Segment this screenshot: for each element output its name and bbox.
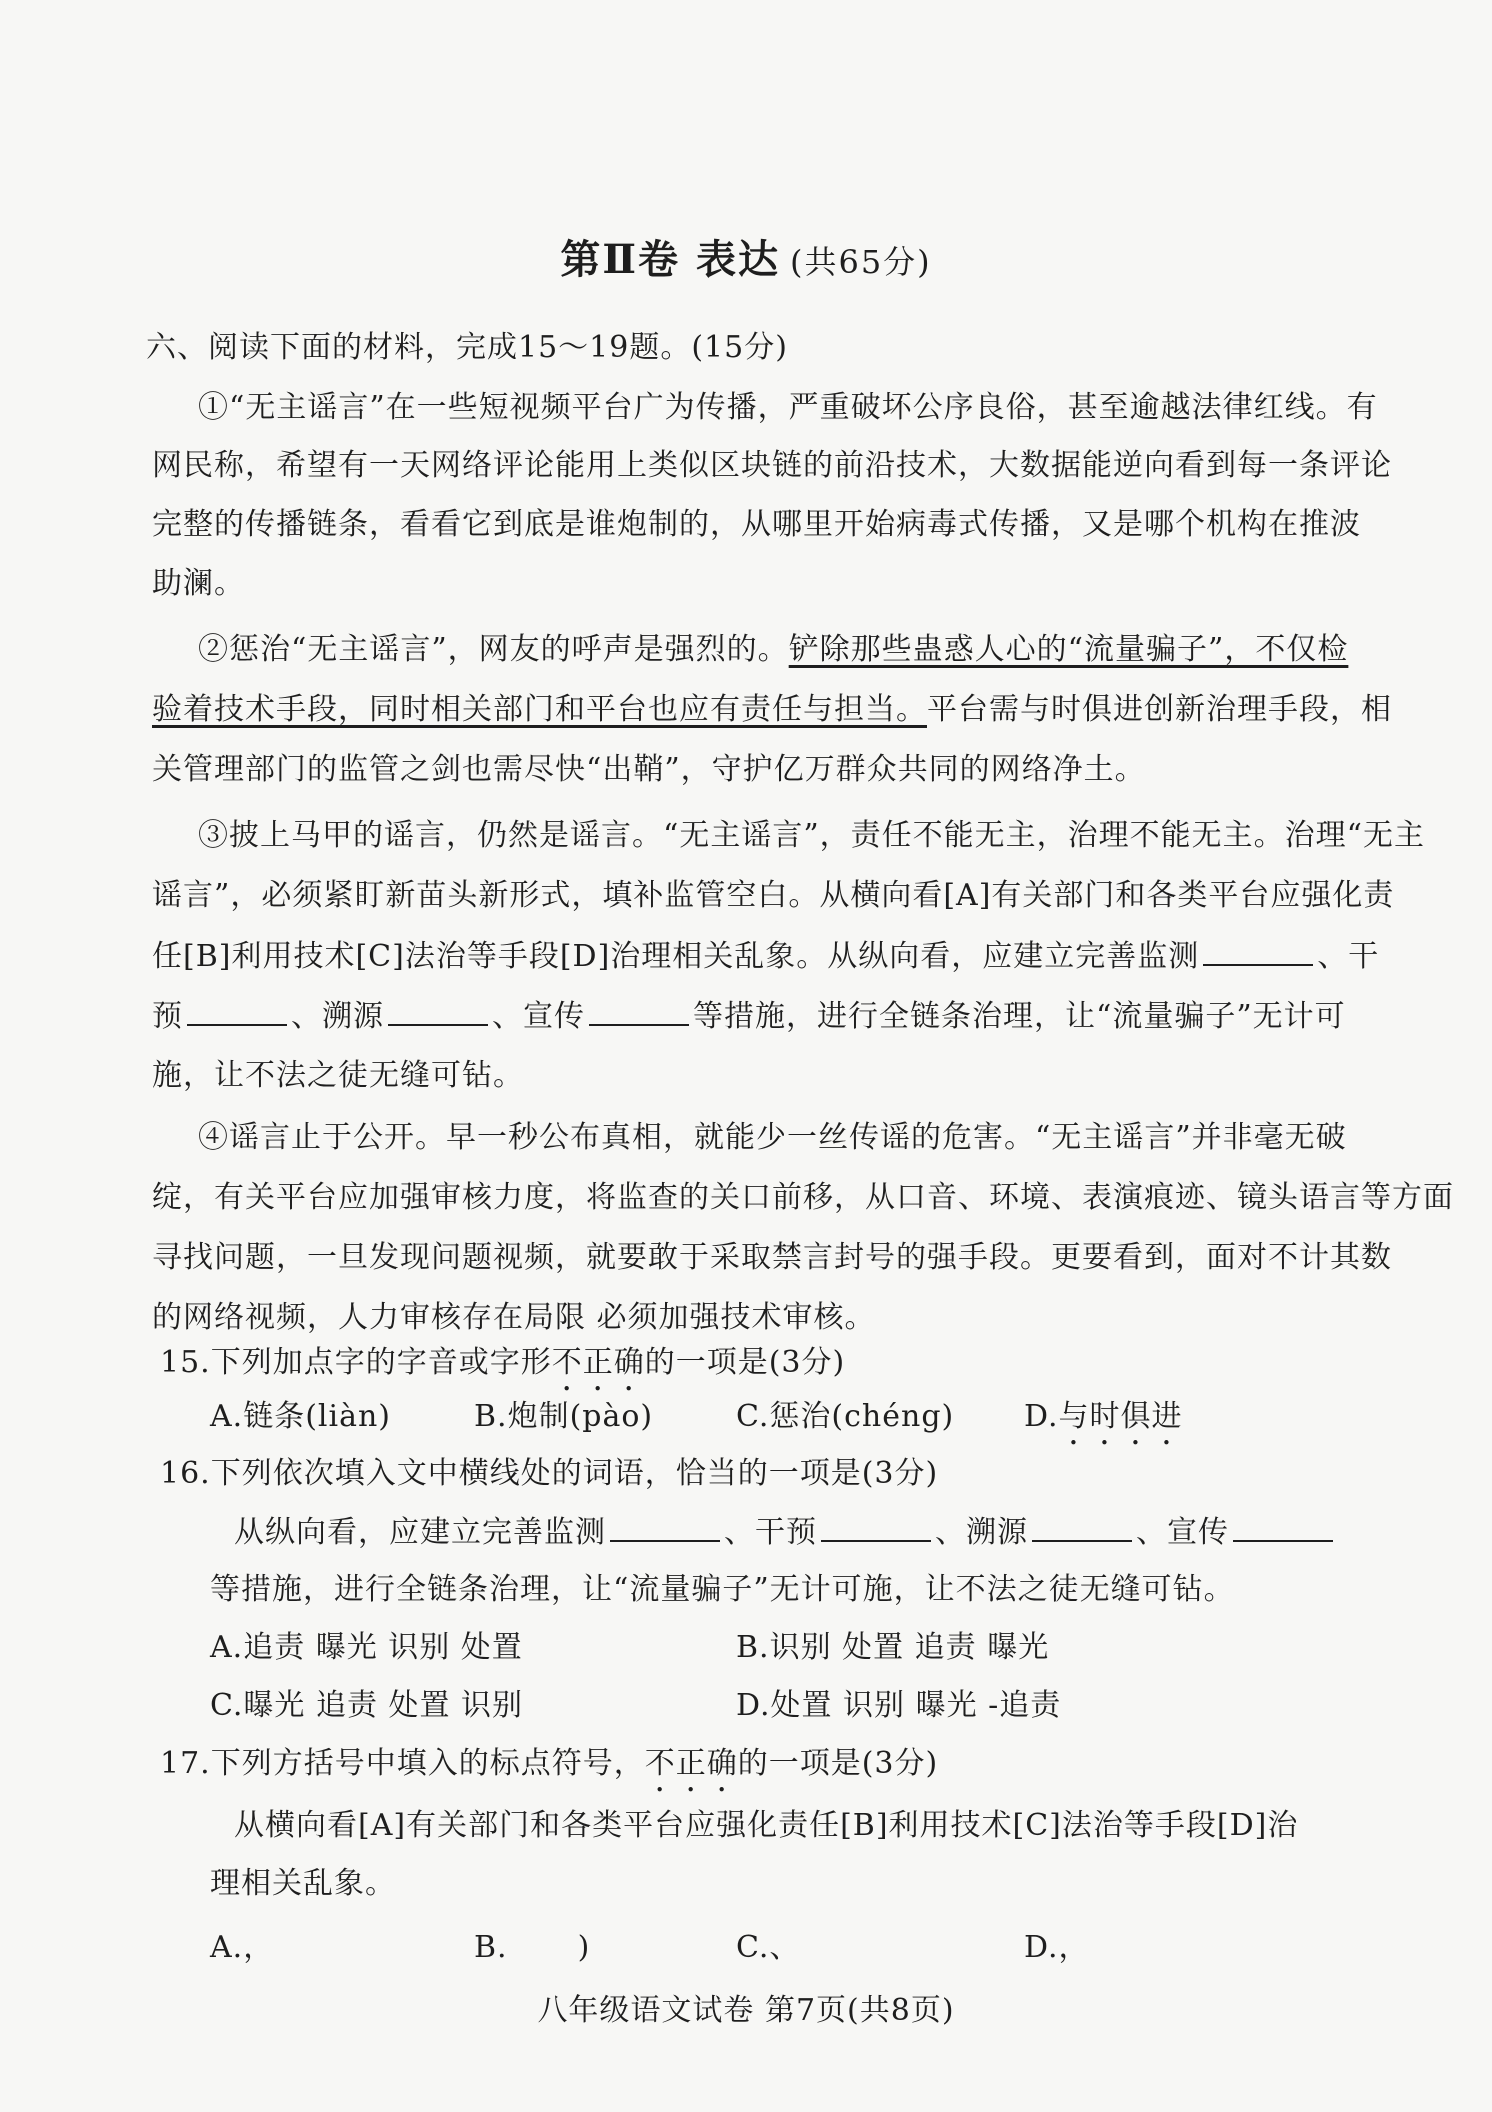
passage-p3-line1: ③披上马甲的谣言，仍然是谣言。“无主谣言”，责任不能无主，治理不能无主。治理“无主 bbox=[198, 818, 1426, 853]
q15-option-d-letter: D. bbox=[1024, 1399, 1059, 1434]
fill-blank-1[interactable] bbox=[1203, 936, 1313, 966]
q17-quote-line2: 理相关乱象。 bbox=[210, 1866, 396, 1901]
q15-emphasis: 不正确 bbox=[551, 1345, 645, 1380]
p3-text: 、干 bbox=[1317, 939, 1380, 974]
passage-p1-line4: 助澜。 bbox=[152, 566, 245, 601]
q15-stem-text: 的一项是(3分) bbox=[644, 1345, 846, 1380]
p2-underlined-sentence: 铲除那些蛊惑人心的“流量骗子”，不仅检 bbox=[788, 632, 1349, 667]
p3-text: 、宣传 bbox=[492, 999, 585, 1034]
q16-quote-text: 、宣传 bbox=[1136, 1515, 1229, 1550]
passage-p2-line3: 关管理部门的监管之剑也需尽快“出鞘”，守护亿万群众共同的网络净土。 bbox=[152, 752, 1146, 787]
q17-option-b-letter: B. bbox=[474, 1930, 508, 1965]
q17-stem-text: 17.下列方括号中填入的标点符号， bbox=[160, 1746, 645, 1781]
q15-option-d-word: 与时俱进 bbox=[1058, 1399, 1183, 1434]
passage-p4-line2: 绽，有关平台应加强审核力度，将监查的关口前移，从口音、环境、表演痕迹、镜头语言等方面 bbox=[152, 1180, 1454, 1215]
q16-option-c[interactable]: C.曝光 追责 处置 识别 bbox=[210, 1688, 524, 1723]
passage-p3-line3 bbox=[152, 936, 1380, 977]
section-heading: 六、阅读下面的材料，完成15～19题。(15分) bbox=[146, 330, 788, 365]
q16-quote-line1 bbox=[234, 1512, 1322, 1553]
q15-option-b[interactable]: B.炮制(pào) bbox=[474, 1399, 654, 1434]
passage-p3-line4 bbox=[152, 996, 1346, 1037]
passage-p1-line2: 网民称，希望有一天网络评论能用上类似区块链的前沿技术，大数据能逆向看到每一条评论 bbox=[152, 448, 1392, 483]
p3-text: 任[B]利用技术[C]法治等手段[D]治理相关乱象。从纵向看，应建立完善监测 bbox=[152, 939, 1200, 974]
p3-text: 等措施，进行全链条治理，让“流量骗子”无计可 bbox=[693, 999, 1346, 1034]
passage-p1-line3: 完整的传播链条，看看它到底是谁炮制的，从哪里开始病毒式传播，又是哪个机构在推波 bbox=[152, 507, 1361, 542]
p2-text-cont: 平台需与时俱进创新治理手段，相 bbox=[927, 692, 1392, 727]
p2-text: ②惩治“无主谣言”，网友的呼声是强烈的。 bbox=[198, 632, 789, 667]
q17-option-b-mark: ) bbox=[577, 1930, 591, 1965]
p3-text: 预 bbox=[152, 999, 183, 1034]
q17-option-c[interactable]: C.、 bbox=[736, 1930, 801, 1965]
passage-p1-line1: ①“无主谣言”在一些短视频平台广为传播，严重破坏公序良俗，甚至逾越法律红线。有 bbox=[198, 390, 1378, 425]
p3-text: 、溯源 bbox=[291, 999, 384, 1034]
p2-underlined-sentence-cont: 验着技术手段，同时相关部门和平台也应有责任与担当。 bbox=[152, 692, 927, 727]
fill-blank-3[interactable] bbox=[388, 996, 488, 1026]
title-score: (共65分) bbox=[789, 243, 932, 281]
q16-quote-text: 、干预 bbox=[724, 1515, 817, 1550]
q16-stem: 16.下列依次填入文中横线处的词语，恰当的一项是(3分) bbox=[160, 1456, 939, 1491]
q16-blank-4[interactable] bbox=[1233, 1512, 1333, 1542]
q16-option-a[interactable]: A.追责 曝光 识别 处置 bbox=[210, 1630, 523, 1665]
passage-p3-line2: 谣言”，必须紧盯新苗头新形式，填补监管空白。从横向看[A]有关部门和各类平台应强化责 bbox=[152, 878, 1395, 913]
q16-blank-3[interactable] bbox=[1032, 1512, 1132, 1542]
q15-option-c[interactable]: C.惩治(chéng) bbox=[736, 1399, 955, 1434]
q16-option-b[interactable]: B.识别 处置 追责 曝光 bbox=[736, 1630, 1050, 1665]
q17-option-b[interactable] bbox=[474, 1928, 590, 1968]
q16-quote-text: 、溯源 bbox=[935, 1515, 1028, 1550]
q16-quote-line2: 等措施，进行全链条治理，让“流量骗子”无计可施，让不法之徒无缝可钻。 bbox=[210, 1572, 1235, 1607]
q17-option-d[interactable]: D.， bbox=[1024, 1930, 1090, 1965]
passage-p2-line2 bbox=[152, 690, 1392, 730]
passage-p3-line5: 施，让不法之徒无缝可钻。 bbox=[152, 1058, 524, 1093]
q16-blank-2[interactable] bbox=[821, 1512, 931, 1542]
passage-p4-line1: ④谣言止于公开。早一秒公布真相，就能少一丝传谣的危害。“无主谣言”并非毫无破 bbox=[198, 1120, 1347, 1155]
page-footer: 八年级语文试卷 第7页(共8页) bbox=[537, 1993, 955, 2028]
q16-quote-text: 从纵向看，应建立完善监测 bbox=[234, 1515, 606, 1550]
fill-blank-4[interactable] bbox=[589, 996, 689, 1026]
q16-blank-1[interactable] bbox=[610, 1512, 720, 1542]
q15-stem-text: 15.下列加点字的字音或字形 bbox=[160, 1345, 552, 1380]
title-main: 第Ⅱ卷 表达 bbox=[560, 236, 780, 283]
q15-stem bbox=[160, 1343, 1330, 1398]
q17-emphasis: 不正确 bbox=[644, 1746, 738, 1781]
fill-blank-2[interactable] bbox=[187, 996, 287, 1026]
passage-p4-line4: 的网络视频，人力审核存在局限 必须加强技术审核。 bbox=[152, 1300, 876, 1335]
passage-p4-line3: 寻找问题，一旦发现问题视频，就要敢于采取禁言封号的强手段。更要看到，面对不计其数 bbox=[152, 1240, 1392, 1275]
q17-option-a[interactable]: A.， bbox=[210, 1930, 275, 1965]
passage-p2-line1 bbox=[198, 630, 1349, 670]
q16-option-d[interactable]: D.处置 识别 曝光 -追责 bbox=[736, 1688, 1062, 1723]
page-title bbox=[0, 228, 1492, 285]
q17-stem bbox=[160, 1744, 1330, 1799]
q15-option-a[interactable]: A.链条(liàn) bbox=[210, 1399, 392, 1434]
q17-stem-text: 的一项是(3分) bbox=[737, 1746, 939, 1781]
q17-quote-line1: 从横向看[A]有关部门和各类平台应强化责任[B]利用技术[C]法治等手段[D]治 bbox=[234, 1808, 1299, 1843]
q15-option-d[interactable] bbox=[1024, 1397, 1183, 1452]
